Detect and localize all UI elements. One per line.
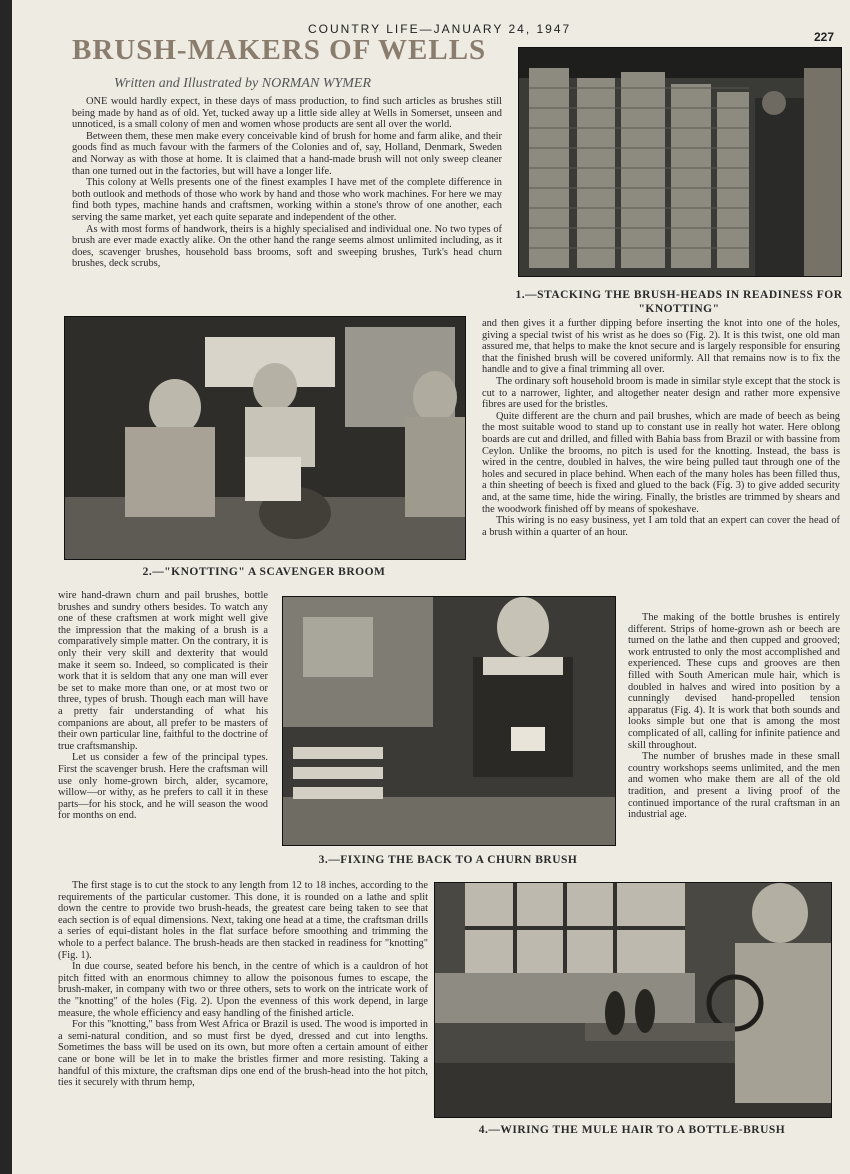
paragraph: ONE would hardly expect, in these days of mass production, to find such articles as brushes still being made by hand as of old. Yet, tucked away up a little side alley at Wells in Somerset, unseen and unnoticed, is a small colony of men and women whose products are sent all over the world. [72,96,502,131]
figure-3-caption: 3.—FIXING THE BACK TO A CHURN BRUSH [318,854,578,866]
figure-2-photo [64,316,466,560]
figure-4-caption: 4.—WIRING THE MULE HAIR TO A BOTTLE-BRUSH [478,1124,786,1136]
text-column-5 [58,880,428,1138]
paragraph: In due course, seated before his bench, in the centre of which is a cauldron of hot pitch fitted with an enormous chimney to allow the poisonous fumes to escape, the brush-maker, in company with two or three others, sets to work on the intricate work of the "knotting" of the holes (Fig. 2). Upon the evenness of this work depend, in large measure, the whole efficiency and easy handling of the finished article. [58,961,428,1019]
text-column-3 [58,590,268,878]
running-head: COUNTRY LIFE—JANUARY 24, 1947 [308,22,572,36]
article-title: BRUSH-MAKERS OF WELLS [72,34,487,66]
paragraph: Let us consider a few of the principal types. First the scavenger brush. Here the craftsman will use only home-grown birch, alder, sycamore, willow—or withy, as he prefers to call it in these parts—for his stock, and he will season the wood for months on end. [58,752,268,822]
figure-2-caption: 2.—"KNOTTING" A SCAVENGER BROOM [142,566,386,578]
figure-1-photo [518,47,842,277]
magazine-page [12,0,850,1174]
paragraph: For this "knotting," bass from West Africa or Brazil is used. The wood is imported in a semi-natural condition, and so must first be dyed, dressed and cut into lengths. Sometimes the bass will be used on its own, but more often a certain amount of either cane or bone will be let in to make the bristles firmer and more resisting. Taking a handful of this mixture, the craftsman dips one end of the brush-head into the hot pitch, ties it securely with thrum hemp, [58,1019,428,1089]
text-column-4 [628,612,840,874]
paragraph: The number of brushes made in these small country workshops seems unlimited, and the men and women who make them are all of the old tradition, and present a living proof of the continued importance of the rural craftsman in an industrial age. [628,751,840,821]
paragraph: Between them, these men make every conceivable kind of brush for home and farm alike, and their goods find as much favour with the farmers of the Colonies and of, say, Holland, Denmark, Sweden and Norway as with those at home. It is claimed that a hand-made brush will not only sweep cleaner than one turned out in the factories, but will have a longer life. [72,130,502,177]
paragraph: The first stage is to cut the stock to any length from 12 to 18 inches, according to the requirements of the particular customer. This done, it is rounded on a lathe and split down the centre to provide two brush-heads, the greatest care being taken to see that each section is of equal dimensions. Next, taking one head at a time, the craftsman drills a series of equi-distant holes in the flat surface before smoothing and trimming the whole to a perfect balance. The brush-heads are then stacked in readiness for "knotting" (Fig. 1). [58,880,428,961]
article-byline: Written and Illustrated by NORMAN WYMER [114,76,372,91]
paragraph: Quite different are the churn and pail brushes, which are made of beech as being the most suitable wood to stand up to constant use in really hot water. Here oblong boards are cut and drilled, and filled with Bahia bass from Brazil or with bassine from Ceylon. Unlike the brooms, no pitch is used for the knotting. Instead, the bass is wired in the centre, doubled in halves, the wire being pulled taut through one of the holes and secured in place behind. When each of the many holes has been filled thus, a thin sheeting of beech is fixed and glued to the back (Fig. 3) to give added security and, at the same time, hide the wiring. Finally, the bristles are trimmed by shears and the woodwork finished off by means of spokeshave. [482,410,840,515]
figure-1-caption: 1.—STACKING THE BRUSH-HEADS IN READINESS FOR "KNOTTING" [515,289,843,315]
paragraph: The ordinary soft household broom is made in similar style except that the stock is cut to a narrower, lighter, and altogether neater design and rather more expensive fibres are used for the bristles. [482,375,840,411]
text-column-2 [482,318,840,586]
paragraph: This wiring is no easy business, yet I am told that an expert can cover the head of a brush within a quarter of an hour. [482,515,840,538]
paragraph: As with most forms of handwork, theirs is a highly specialised and individual one. No two types of brush are ever made exactly alike. On the other hand the range seems almost unlimited including, as it does, scavenger brushes, household bass brooms, soft and sweeping brushes, Turk's head churn brushes, deck scrubs, [72,223,502,270]
figure-4-photo [434,882,832,1118]
text-column-intro [72,96,502,308]
figure-3-photo [282,596,616,846]
paragraph: The making of the bottle brushes is entirely different. Strips of home-grown ash or beech are turned on the lathe and then cupped and grooved; work entrusted to only the most accomplished and experienced. These cups and grooves are then filled with South American mule hair, which is doubled in halves and wired into position by a cunningly devised hand-propelled tension apparatus (Fig. 4). It is work that both sounds and looks simple but one that is among the most complicated of all, calling for infinite patience and skill throughout. [628,612,840,751]
paragraph: and then gives it a further dipping before inserting the knot into one of the holes, giving a special twist of his wrist as he does so (Fig. 2). It is this twist, one old man assured me, that helps to make the knot secure and is largely responsible for ensuring that the finished brush will be covered uniformly. All that remains now is to fix the handle and to give a final trimming all over. [482,318,840,376]
page-number: 227 [813,30,834,44]
paragraph: This colony at Wells presents one of the finest examples I have met of the complete difference in both outlook and methods of those who work by hand and those who work machines. For here we may find both types, machine hands and craftsmen, working within a stone's throw of one another, each serving the same market, yet each quite separate and independent of the other. [72,177,502,223]
paragraph: wire hand-drawn churn and pail brushes, bottle brushes and sundry others besides. To watch any one of these craftsmen at work might well give the impression that the making of a brush is a comparatively simple matter. On the contrary, it is only their very skill and dexterity that would make it seem so. Indeed, so complicated is their work that it is seldom that any one man will ever be set to make more than one, or at most two or three, types of brush. Though each man will have a pretty fair understanding of what his companions are about, all prefer to be masters of their own particular line, faithful to the doctrine of true craftsmanship. [58,590,268,752]
